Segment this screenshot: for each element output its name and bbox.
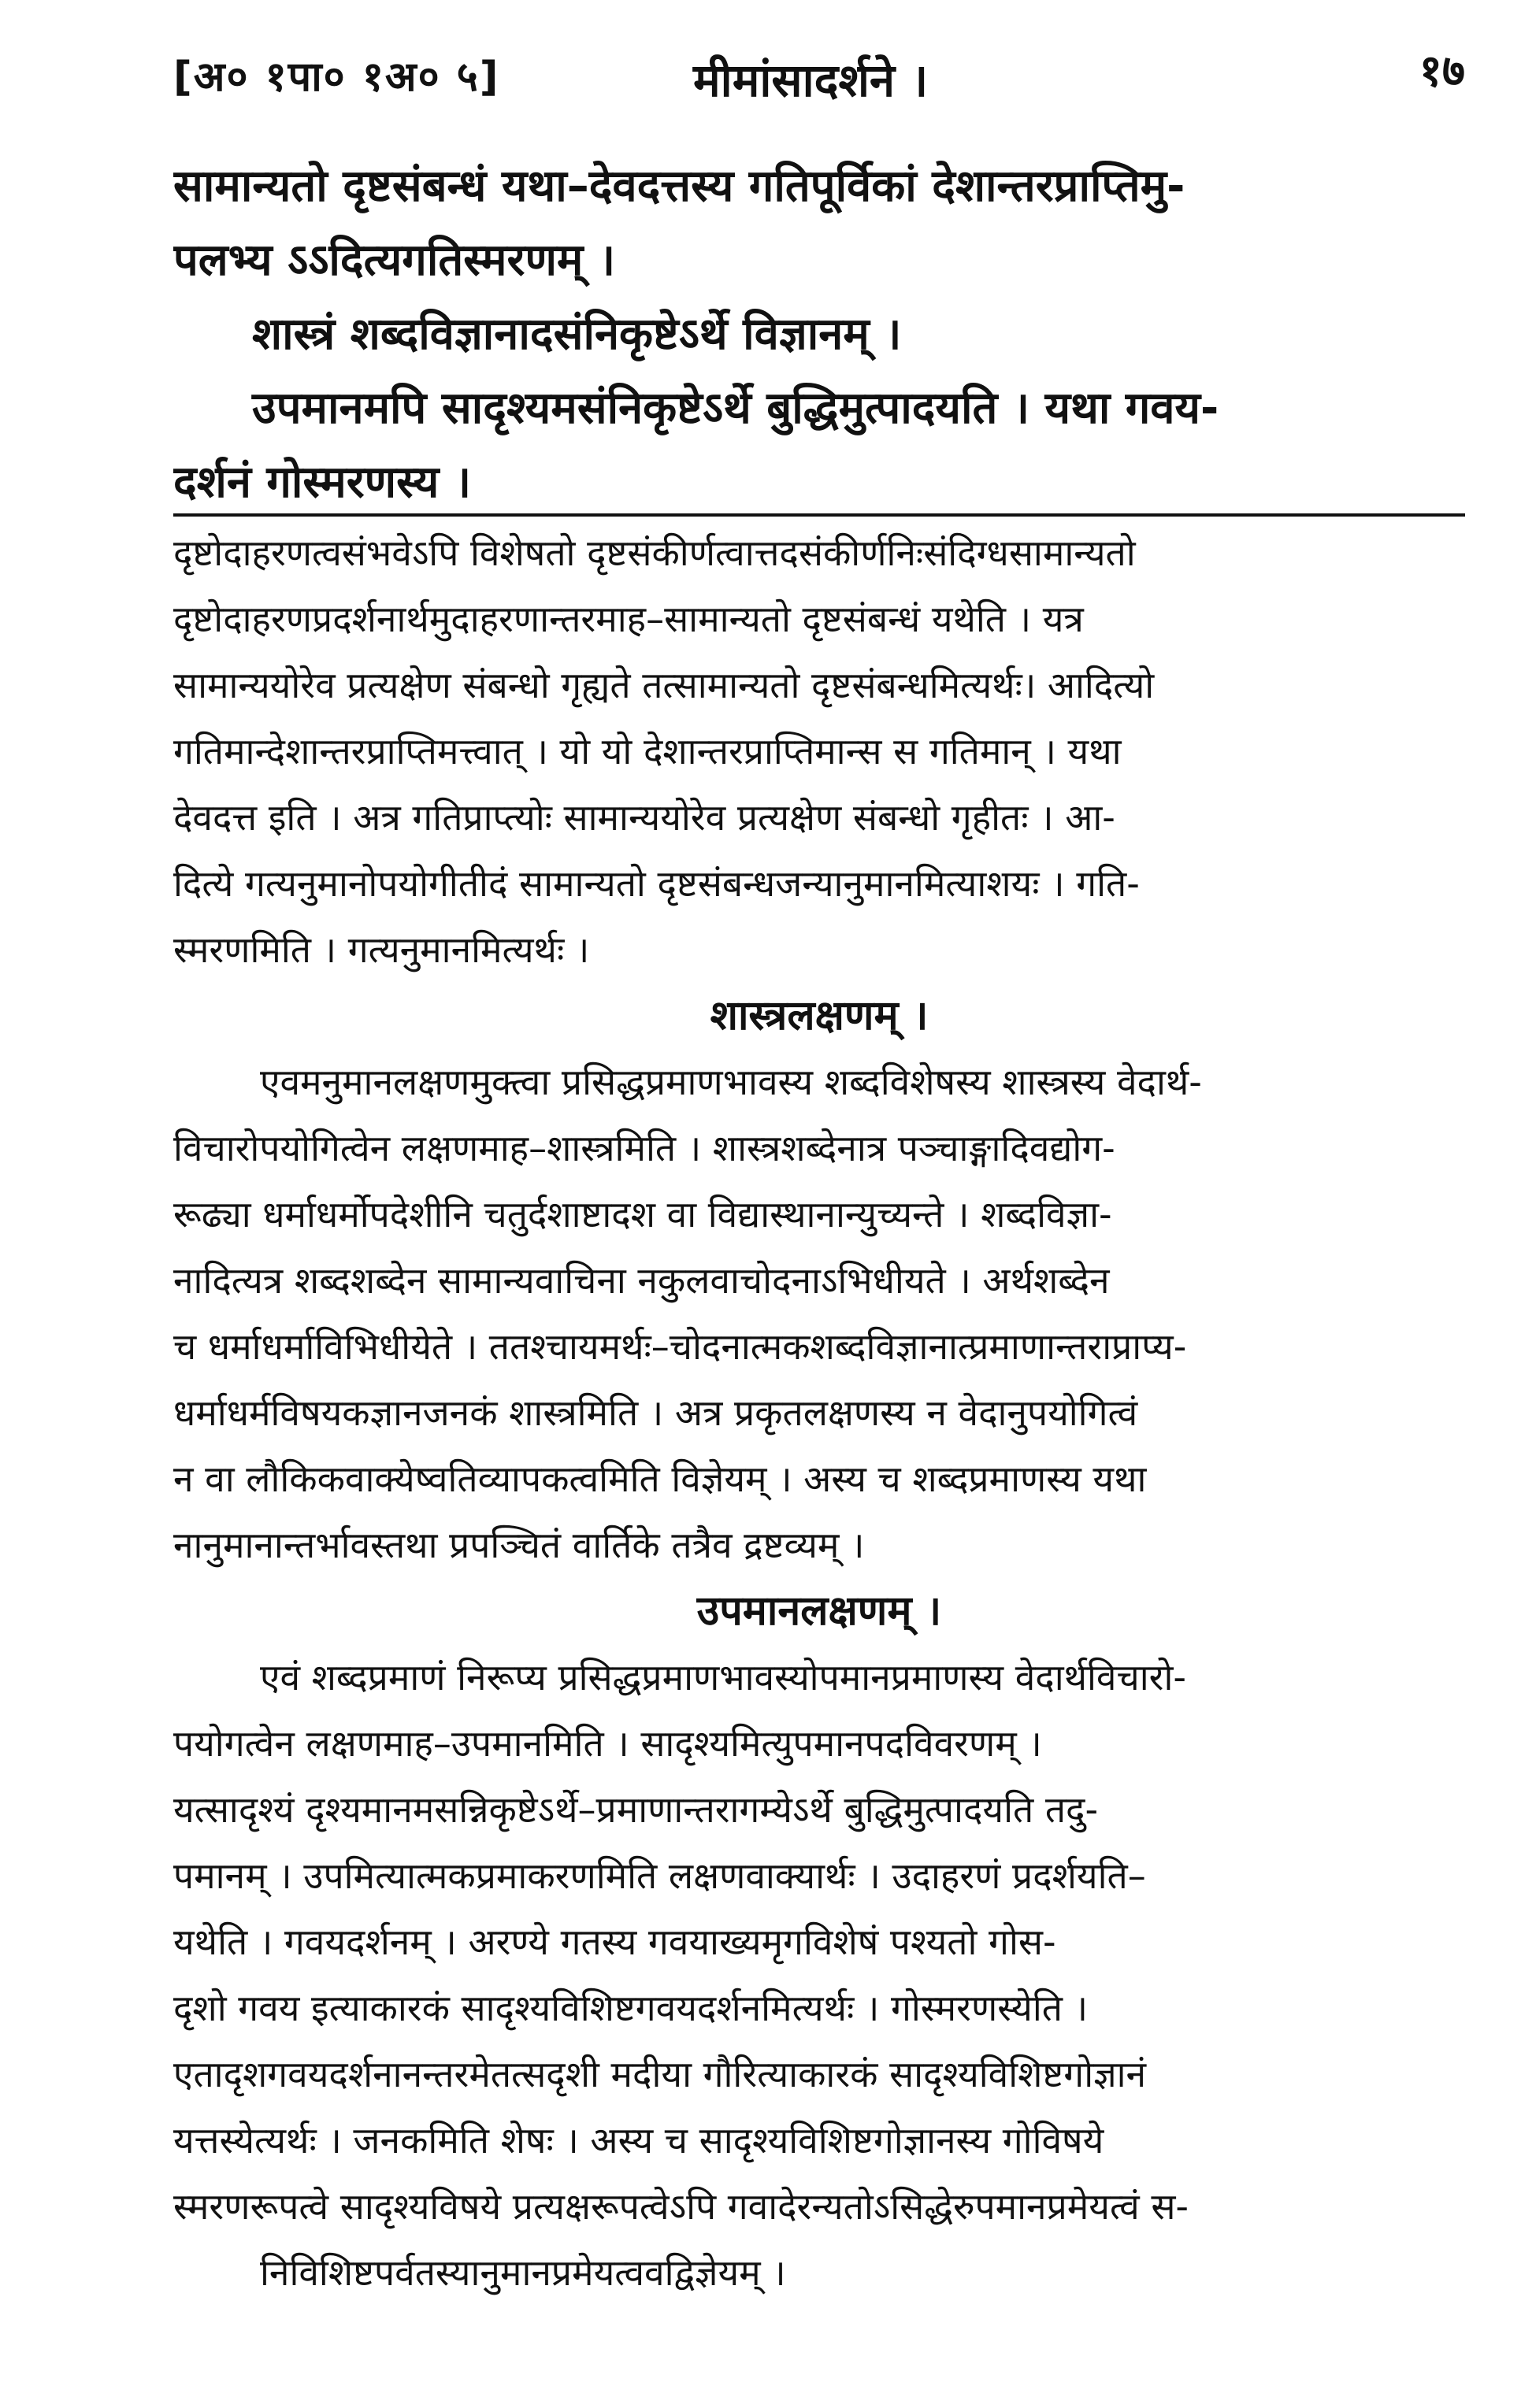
commentary-line: नानुमानान्तर्भावस्तथा प्रपञ्चितं वार्तिके तत्रैव द्रष्टव्यम् । — [173, 1524, 865, 1566]
sutra-line: उपमानमपि सादृश्यमसंनिकृष्टेऽर्थे बुद्धिमुत्पादयति । यथा गवय- — [252, 383, 1219, 434]
commentary-line: दित्ये गत्यनुमानोपयोगीतीदं सामान्यतो दृष्टसंबन्धजन्यानुमानमित्याशयः । गति- — [173, 862, 1140, 905]
commentary-line: दृष्टोदाहरणत्वसंभवेऽपि विशेषतो दृष्टसंकीर्णत्वात्तदसंकीर्णनिःसंदिग्धसामान्यतो — [173, 532, 1136, 574]
sutra-line: दर्शनं गोस्मरणस्य । — [173, 457, 472, 508]
commentary-line: यत्सादृश्यं दृश्यमानमसन्निकृष्टेऽर्थे–प्रमाणान्तरागम्येऽर्थे बुद्धिमुत्पादयति तदु- — [173, 1788, 1099, 1831]
running-title: मीमांसादर्शने । — [693, 54, 929, 107]
commentary-line: दृष्टोदाहरणप्रदर्शनार्थमुदाहरणान्तरमाह–सामान्यतो दृष्टसंबन्धं यथेति । यत्र — [173, 598, 1084, 640]
commentary-line: स्मरणरूपत्वे सादृश्यविषये प्रत्यक्षरूपत्वेऽपि गवादेरन्यतोऽसिद्धेरुपमानप्रमेयत्वं स- — [173, 2185, 1189, 2228]
chapter-reference: [अ० १पा० १अ० ५] — [173, 54, 500, 101]
commentary-line: एवमनुमानलक्षणमुक्त्वा प्रसिद्धप्रमाणभावस्य शब्दविशेषस्य शास्त्रस्य वेदार्थ- — [260, 1061, 1202, 1103]
section-heading-upamana: उपमानलक्षणम् । — [696, 1587, 942, 1635]
commentary-line: निविशिष्टपर्वतस्यानुमानप्रमेयत्ववद्विज्ञेयम् । — [260, 2251, 786, 2294]
commentary-line: दृशो गवय इत्याकारकं सादृश्यविशिष्टगवयदर्शनमित्यर्थः । गोस्मरणस्येति । — [173, 1987, 1089, 2029]
commentary-line: धर्माधर्मविषयकज्ञानजनकं शास्त्रमिति । अत्र प्रकृतलक्षणस्य न वेदानुपयोगित्वं — [173, 1391, 1138, 1434]
page-number: १७ — [1419, 46, 1465, 97]
commentary-line: एवं शब्दप्रमाणं निरूप्य प्रसिद्धप्रमाणभावस्योपमानप्रमाणस्य वेदार्थविचारो- — [260, 1656, 1186, 1699]
commentary-line: देवदत्त इति । अत्र गतिप्राप्त्योः सामान्ययोरेव प्रत्यक्षेण संबन्धो गृहीतः । आ- — [173, 796, 1115, 839]
page-header — [173, 47, 1465, 134]
sutra-line: शास्त्रं शब्दविज्ञानादसंनिकृष्टेऽर्थे विज्ञानम् । — [252, 309, 902, 360]
commentary-line: यत्तस्येत्यर्थः । जनकमिति शेषः । अस्य च सादृश्यविशिष्टगोज्ञानस्य गोविषये — [173, 2119, 1104, 2162]
divider-line — [173, 513, 1465, 517]
section-heading-shastra: शास्त्रलक्षणम् । — [710, 992, 929, 1039]
commentary-line: नादित्यत्र शब्दशब्देन सामान्यवाचिना नकुलवाचोदनाऽभिधीयते । अर्थशब्देन — [173, 1259, 1110, 1302]
commentary-line: पमानम् । उपमित्यात्मकप्रमाकरणमिति लक्षणवाक्यार्थः । उदाहरणं प्रदर्शयति– — [173, 1854, 1146, 1897]
commentary-line: एतादृशगवयदर्शनानन्तरमेतत्सदृशी मदीया गौरित्याकारकं सादृश्यविशिष्टगोज्ञानं — [173, 2053, 1147, 2095]
commentary-line: रूढ्या धर्माधर्मोपदेशीनि चतुर्दशाष्टादश वा विद्यास्थानान्युच्यन्ते । शब्दविज्ञा- — [173, 1193, 1112, 1235]
commentary-line: विचारोपयोगित्वेन लक्षणमाह–शास्त्रमिति । शास्त्रशब्देनात्र पञ्चाङ्गादिवद्योग- — [173, 1127, 1115, 1169]
commentary-line: सामान्ययोरेव प्रत्यक्षेण संबन्धो गृह्यते तत्सामान्यतो दृष्टसंबन्धमित्यर्थः। आदित्यो — [173, 664, 1155, 706]
sutra-text — [173, 150, 1465, 520]
commentary-line: स्मरणमिति । गत्यनुमानमित्यर्थः । — [173, 928, 590, 971]
commentary-line: पयोगत्वेन लक्षणमाह–उपमानमिति । सादृश्यमित्युपमानपदविवरणम् । — [173, 1722, 1042, 1765]
commentary-line: न वा लौकिकवाक्येष्वतिव्यापकत्वमिति विज्ञेयम् । अस्य च शब्दप्रमाणस्य यथा — [173, 1458, 1147, 1500]
commentary-text — [173, 520, 1465, 2306]
sutra-line: पलभ्य ऽऽदित्यगतिस्मरणम् । — [173, 235, 616, 286]
commentary-line: यथेति । गवयदर्शनम् । अरण्ये गतस्य गवयाख्यमृगविशेषं पश्यतो गोस- — [173, 1921, 1056, 1963]
commentary-line: च धर्माधर्माविभिधीयेते । ततश्चायमर्थः–चोदनात्मकशब्दविज्ञानात्प्रमाणान्तराप्राप्य- — [173, 1325, 1187, 1368]
commentary-line: गतिमान्देशान्तरप्राप्तिमत्त्वात् । यो यो देशान्तरप्राप्तिमान्स स गतिमान् । यथा — [173, 730, 1122, 772]
sutra-line: सामान्यतो दृष्टसंबन्धं यथा–देवदत्तस्य गतिपूर्विकां देशान्तरप्राप्तिमु- — [173, 161, 1185, 212]
